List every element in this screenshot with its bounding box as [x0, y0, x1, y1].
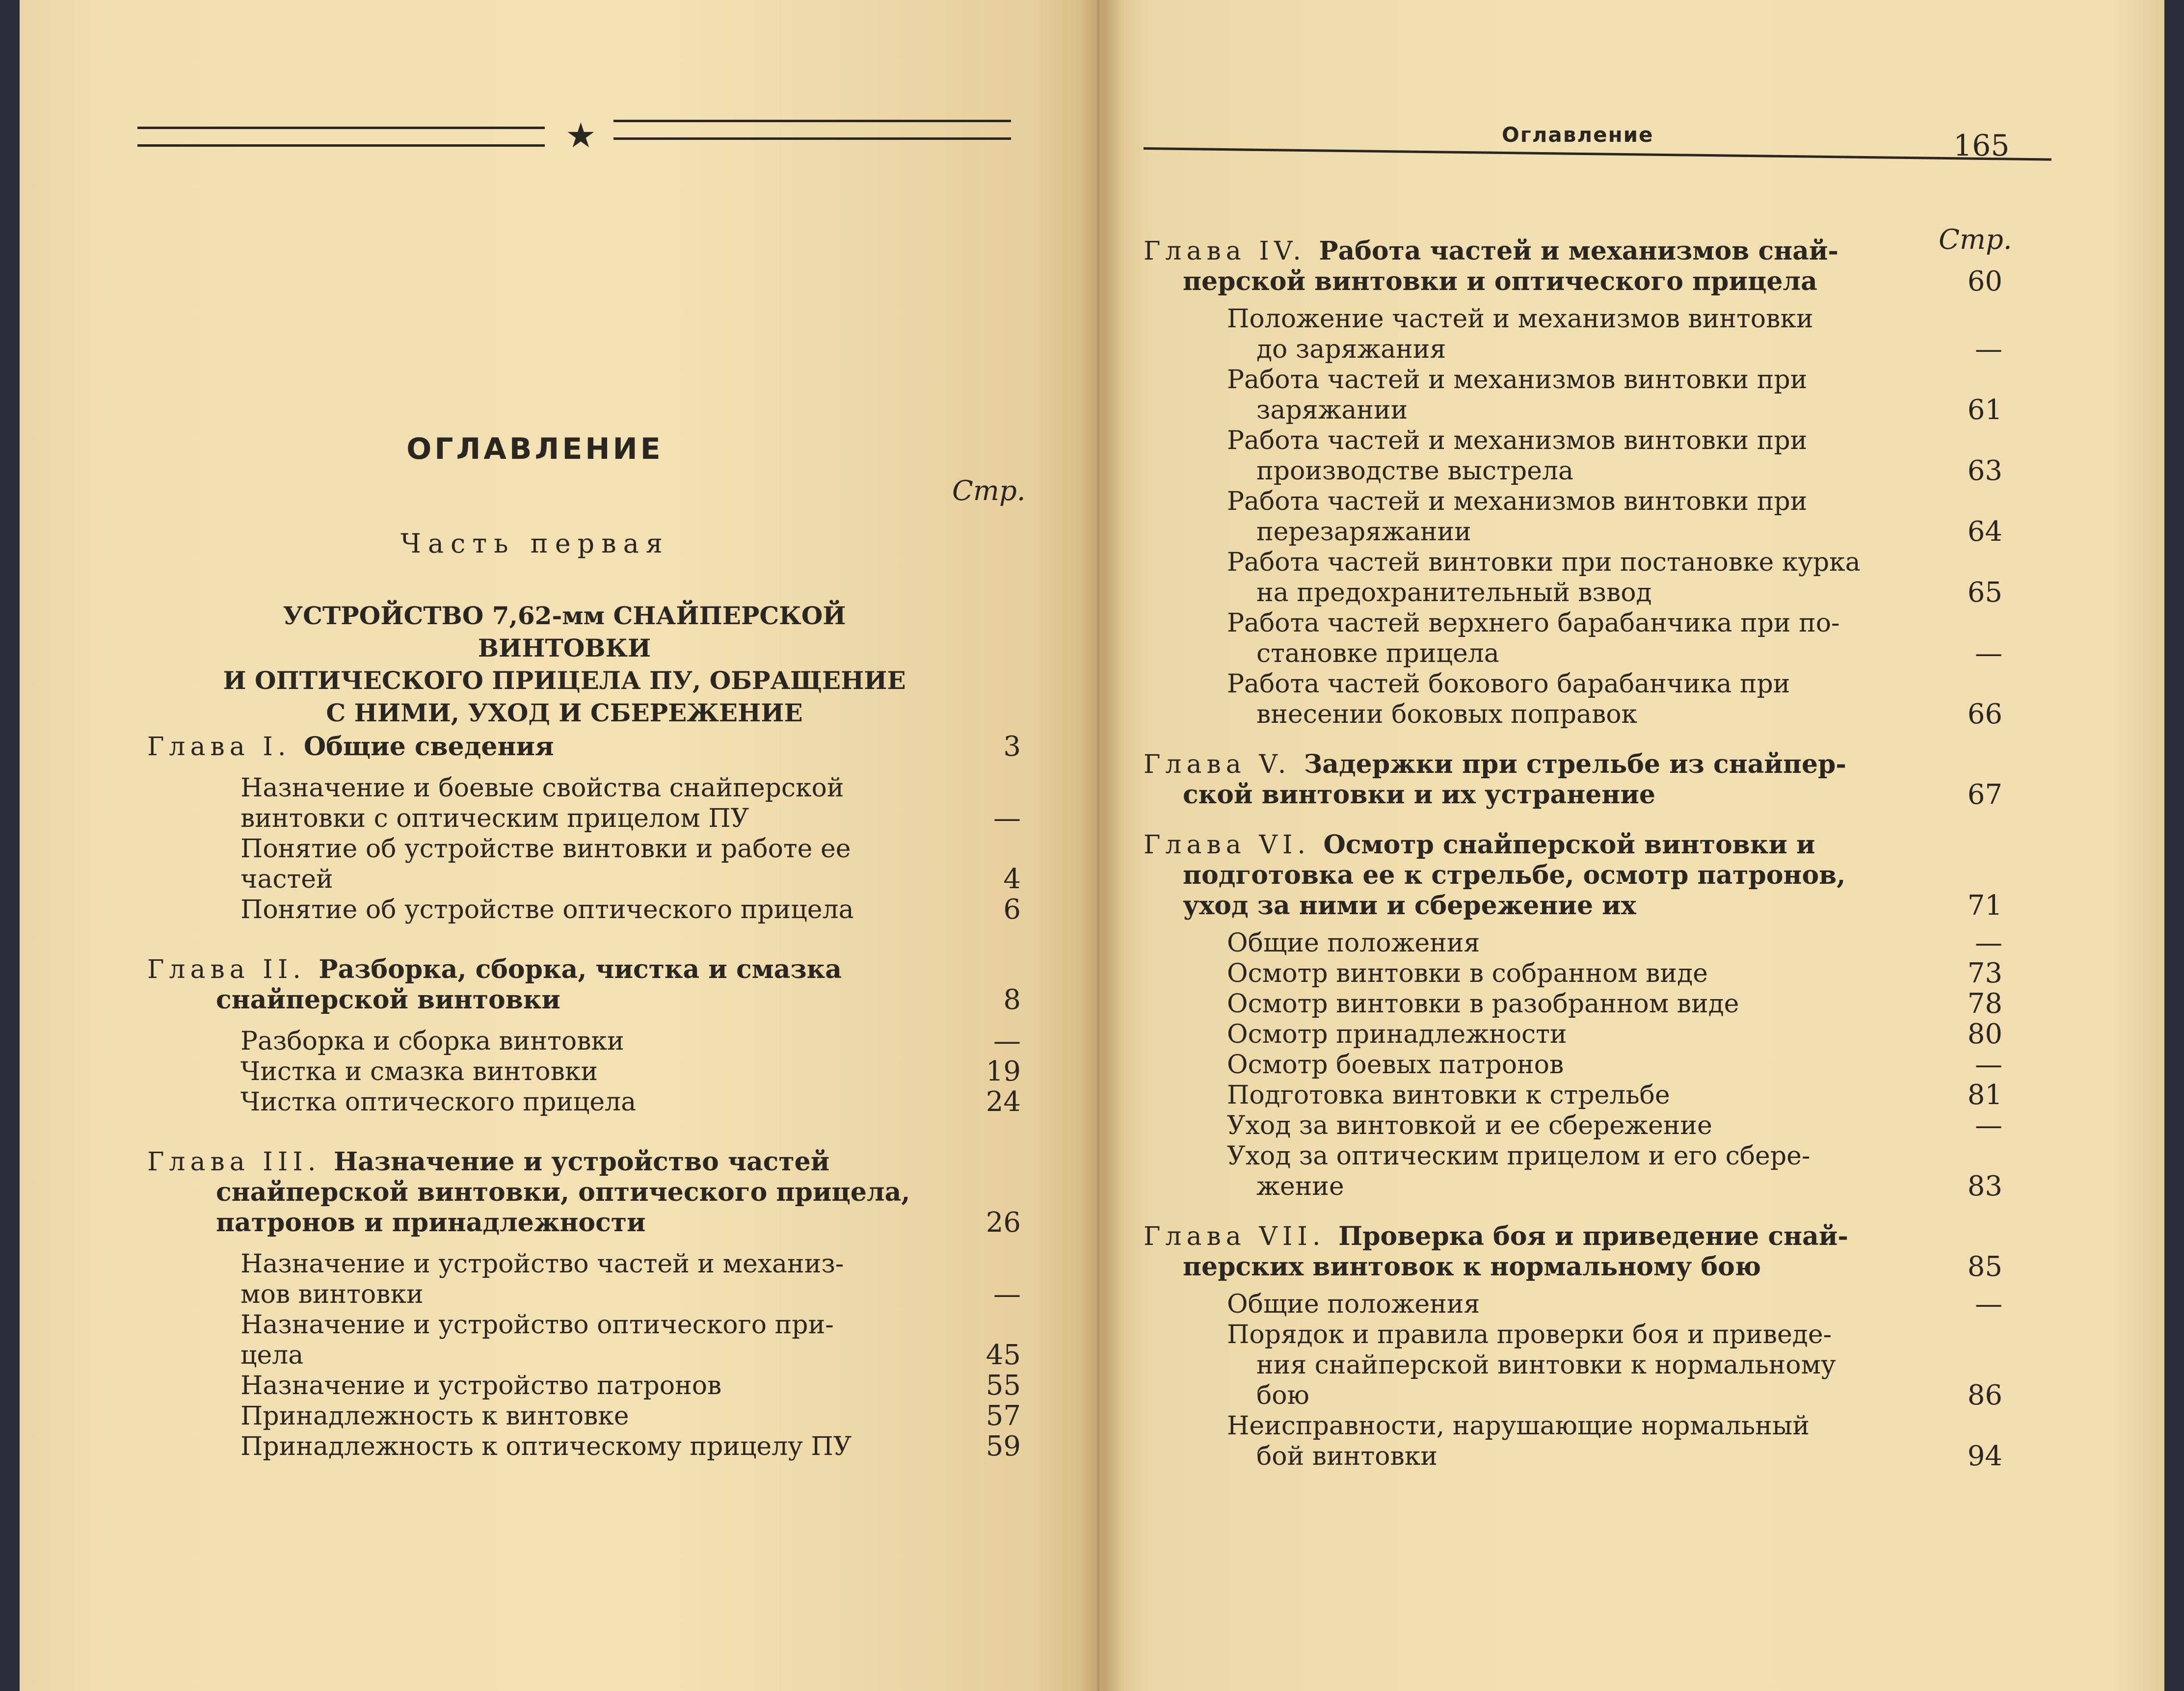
- toc-entry-line: [1183, 890, 1636, 922]
- toc-page-number: 8: [1003, 984, 1021, 1016]
- toc-page-number: 71: [1967, 890, 2002, 922]
- header-rule-left-b: [137, 144, 545, 147]
- toc-page-number: 73: [1967, 957, 2002, 989]
- toc-page-number: 60: [1967, 265, 2002, 297]
- toc-page-number: 4: [1003, 863, 1021, 895]
- chapter-label: Глава II.: [147, 955, 319, 984]
- header-rule-right-a: [613, 120, 1011, 122]
- toc-page-number: 61: [1967, 394, 2002, 426]
- toc-entry-line: [240, 803, 749, 834]
- header-rule-left-a: [137, 127, 545, 129]
- toc-entry-line: [1227, 1289, 1480, 1320]
- entry-title: Чистка оптического прицела: [240, 1087, 637, 1117]
- entry-title: Осмотр винтовки в собранном виде: [1227, 959, 1708, 988]
- chapter-title: Разборка, сборка, чистка и смазка: [319, 954, 842, 984]
- entry-title: Осмотр винтовки в разобранном виде: [1227, 989, 1739, 1019]
- chapter-label: Глава V.: [1144, 750, 1304, 779]
- toc-entry-line: [1227, 364, 1807, 396]
- toc-entry-line: [1256, 1441, 1438, 1472]
- right-page: [1099, 0, 2164, 1691]
- chapter-label: Глава I.: [147, 732, 304, 762]
- chapter-label: Глава VI.: [1144, 830, 1324, 860]
- toc-entry-line: [1227, 1019, 1567, 1050]
- toc-entry-line: [240, 1026, 624, 1057]
- chapter-title: подготовка ее к стрельбе, осмотр патронов,: [1183, 860, 1846, 890]
- entry-title: Уход за оптическим прицелом и его сбере-: [1227, 1141, 1811, 1171]
- toc-page-number: —: [1975, 333, 2002, 365]
- toc-page-number: 66: [1967, 698, 2002, 730]
- toc-entry-line: [1256, 455, 1573, 487]
- chapter-title: снайперской винтовки, оптического прицела,: [216, 1177, 910, 1207]
- entry-title: до заряжания: [1256, 335, 1446, 364]
- entry-title: Работа частей верхнего барабанчика при по-: [1227, 608, 1840, 638]
- entry-title: Положение частей и механизмов винтовки: [1227, 304, 1813, 334]
- toc-entry-line: [1227, 425, 1807, 456]
- entry-title: Принадлежность к оптическому прицелу ПУ: [240, 1432, 852, 1461]
- toc-entry-line: [240, 1340, 303, 1371]
- toc-page-number: 67: [1967, 779, 2002, 811]
- toc-page-number: 63: [1967, 455, 2002, 487]
- chapter-label: Глава III.: [147, 1147, 334, 1177]
- chapter-title: Проверка боя и приведение снай-: [1338, 1221, 1848, 1251]
- toc-entry-line: [240, 772, 844, 804]
- toc-entry-line: [240, 1370, 721, 1401]
- page-column-label: Стр.: [1939, 224, 2012, 256]
- entry-title: Общие положения: [1227, 928, 1480, 958]
- toc-entry-line: [1256, 1380, 1309, 1411]
- header-rule-right-b: [613, 137, 1011, 140]
- toc-entry-line: [1256, 577, 1652, 608]
- entry-title: бой винтовки: [1256, 1442, 1438, 1471]
- toc-page-number: 3: [1003, 731, 1021, 763]
- toc-entry-line: [216, 984, 560, 1016]
- chapter-title: Общие сведения: [303, 732, 554, 762]
- entry-title: жение: [1256, 1172, 1344, 1201]
- toc-entry-line: [1227, 927, 1480, 959]
- chapter-title: Задержки при стрельбе из снайпер-: [1304, 749, 1846, 779]
- toc-entry-line: [1256, 1349, 1836, 1381]
- toc-entry-line: [1227, 1080, 1670, 1111]
- entry-title: ния снайперской винтовки к нормальному: [1256, 1350, 1836, 1380]
- toc-entry-line: [1227, 1049, 1564, 1081]
- toc-entry-line: [1183, 266, 1817, 297]
- toc-entry-line: [1144, 1221, 1848, 1252]
- toc-entry-line: [1183, 1251, 1761, 1283]
- entry-title: Назначение и устройство частей и механиз-: [240, 1249, 844, 1279]
- toc-entry-line: [1227, 608, 1840, 639]
- toc-page-number: —: [1975, 637, 2002, 669]
- section-title: [196, 600, 932, 729]
- chapter-title: перской винтовки и оптического прицела: [1183, 266, 1817, 296]
- toc-title: ОГЛАВЛЕНИЕ: [406, 432, 664, 466]
- toc-page-number: 65: [1967, 577, 2002, 608]
- entry-title: Осмотр принадлежности: [1227, 1020, 1567, 1049]
- toc-entry-line: [1227, 1110, 1712, 1141]
- chapter-title: Работа частей и механизмов снай-: [1319, 236, 1839, 266]
- entry-title: Принадлежность к винтовке: [240, 1401, 629, 1431]
- toc-entry-line: [1227, 486, 1807, 517]
- toc-entry-line: [240, 1309, 834, 1341]
- toc-entry-line: [216, 1177, 910, 1208]
- toc-entry-line: [1144, 829, 1815, 861]
- entry-title: внесении боковых поправок: [1256, 700, 1638, 729]
- toc-page-number: 45: [985, 1339, 1021, 1371]
- section-title-line: С НИМИ, УХОД И СБЕРЕЖЕНИЕ: [326, 698, 803, 727]
- entry-title: Работа частей бокового барабанчика при: [1227, 669, 1790, 699]
- entry-title: Неисправности, нарушающие нормальный: [1227, 1411, 1810, 1441]
- toc-entry-line: [1256, 699, 1637, 730]
- running-header: Оглавление: [1502, 123, 1654, 147]
- toc-page-number: 19: [985, 1056, 1021, 1087]
- entry-title: Чистка и смазка винтовки: [240, 1057, 598, 1086]
- toc-page-number: —: [1975, 1288, 2002, 1320]
- entry-title: Понятие об устройстве винтовки и работе ее: [240, 834, 851, 864]
- entry-title: Назначение и боевые свойства снайперской: [240, 773, 844, 803]
- toc-entry-line: [1227, 303, 1813, 335]
- entry-title: мов винтовки: [240, 1280, 424, 1309]
- entry-title: Назначение и устройство оптического при-: [240, 1310, 834, 1340]
- left-page: [20, 0, 1099, 1691]
- toc-entry-line: [240, 833, 851, 865]
- toc-page-number: —: [1975, 1110, 2002, 1141]
- toc-entry-line: [147, 954, 842, 985]
- toc-page-number: —: [993, 802, 1021, 834]
- entry-title: Общие положения: [1227, 1290, 1480, 1319]
- entry-title: Подготовка винтовки к стрельбе: [1227, 1081, 1670, 1110]
- toc-page-number: 83: [1967, 1170, 2002, 1202]
- toc-page-number: —: [993, 1025, 1021, 1057]
- toc-entry-line: [1227, 958, 1708, 989]
- toc-page-number: 85: [1967, 1251, 2002, 1283]
- toc-page-number: 81: [1967, 1079, 2002, 1111]
- toc-entry-line: [1183, 860, 1845, 891]
- entry-title: Понятие об устройстве оптического прицела: [240, 895, 854, 925]
- toc-entry-line: [240, 1056, 598, 1087]
- entry-title: заряжании: [1256, 396, 1408, 425]
- toc-entry-line: [147, 1146, 829, 1178]
- toc-entry-line: [1144, 749, 1846, 780]
- toc-entry-line: [1227, 668, 1790, 700]
- toc-entry-line: [1256, 334, 1446, 365]
- toc-entry-line: [1256, 1171, 1344, 1202]
- entry-title: Разборка и сборка винтовки: [240, 1027, 624, 1056]
- toc-page-number: 94: [1967, 1440, 2002, 1472]
- toc-entry-line: [216, 1207, 646, 1239]
- toc-entry-line: [240, 1279, 424, 1310]
- toc-entry-line: [240, 894, 854, 925]
- toc-page-number: —: [1975, 927, 2002, 959]
- chapter-label: Глава VII.: [1144, 1222, 1338, 1251]
- toc-page-number: 86: [1967, 1379, 2002, 1411]
- entry-title: производстве выстрела: [1256, 456, 1573, 486]
- toc-entry-line: [147, 731, 554, 763]
- toc-entry-line: [240, 1248, 844, 1280]
- entry-title: Работа частей винтовки при постановке курка: [1227, 548, 1861, 577]
- chapter-title: снайперской винтовки: [216, 985, 560, 1015]
- toc-entry-line: [1227, 1319, 1832, 1350]
- toc-entry-line: [1144, 236, 1838, 267]
- chapter-title: Осмотр снайперской винтовки и: [1323, 830, 1815, 860]
- entry-title: на предохранительный взвод: [1256, 578, 1652, 608]
- toc-entry-line: [240, 1431, 852, 1462]
- entry-title: Работа частей и механизмов винтовки при: [1227, 487, 1808, 516]
- toc-page-number: 64: [1967, 516, 2002, 548]
- toc-entry-line: [1227, 1410, 1810, 1442]
- part-heading: Часть первая: [400, 528, 669, 559]
- toc-entry-line: [1227, 1140, 1810, 1172]
- chapter-label: Глава IV.: [1144, 237, 1319, 266]
- toc-entry-line: [1183, 779, 1655, 811]
- entry-title: Назначение и устройство патронов: [240, 1371, 722, 1400]
- section-title-line: И ОПТИЧЕСКОГО ПРИЦЕЛА ПУ, ОБРАЩЕНИЕ: [223, 666, 906, 695]
- section-title-line: УСТРОЙСТВО 7,62-мм СНАЙПЕРСКОЙ ВИНТОВКИ: [283, 601, 846, 662]
- toc-page-number: 59: [985, 1430, 1021, 1462]
- toc-page-number: 24: [985, 1086, 1021, 1118]
- toc-page-number: 55: [985, 1370, 1021, 1401]
- toc-page-number: —: [1975, 1049, 2002, 1081]
- entry-title: Работа частей и механизмов винтовки при: [1227, 365, 1808, 395]
- toc-entry-line: [1256, 516, 1471, 548]
- page-number: 165: [1953, 129, 2010, 163]
- toc-entry-line: [240, 1086, 636, 1118]
- toc-page-number: 6: [1003, 894, 1021, 925]
- toc-page-number: 80: [1967, 1018, 2002, 1050]
- toc-page-number: 57: [985, 1400, 1021, 1432]
- entry-title: цела: [240, 1341, 304, 1370]
- entry-title: Уход за винтовкой и ее сбережение: [1227, 1111, 1712, 1140]
- toc-entry-line: [1256, 638, 1499, 669]
- entry-title: становке прицела: [1256, 639, 1499, 668]
- header-rule: [1144, 147, 2051, 161]
- chapter-title: патронов и принадлежности: [216, 1208, 646, 1238]
- toc-page-number: 26: [985, 1207, 1021, 1239]
- entry-title: винтовки с оптическим прицелом ПУ: [240, 804, 749, 833]
- entry-title: бою: [1256, 1381, 1309, 1410]
- toc-entry-line: [240, 864, 333, 895]
- page-column-label: Стр.: [952, 475, 1026, 507]
- star-ornament-icon: ★: [565, 115, 596, 156]
- toc-entry-line: [1256, 395, 1408, 426]
- entry-title: Осмотр боевых патронов: [1227, 1050, 1564, 1080]
- chapter-title: перских винтовок к нормальному бою: [1183, 1252, 1761, 1282]
- entry-title: частей: [240, 865, 333, 894]
- entry-title: Работа частей и механизмов винтовки при: [1227, 426, 1808, 455]
- toc-entry-line: [240, 1400, 629, 1432]
- toc-page-number: —: [993, 1278, 1021, 1310]
- toc-page-number: 78: [1967, 988, 2002, 1020]
- toc-entry-line: [1227, 547, 1861, 578]
- chapter-title: уход за ними и сбережение их: [1183, 891, 1636, 921]
- entry-title: перезаряжании: [1256, 517, 1471, 547]
- chapter-title: Назначение и устройство частей: [333, 1147, 830, 1177]
- toc-entry-line: [1227, 988, 1739, 1020]
- entry-title: Порядок и правила проверки боя и приведе-: [1227, 1320, 1832, 1349]
- chapter-title: ской винтовки и их устранение: [1183, 780, 1656, 810]
